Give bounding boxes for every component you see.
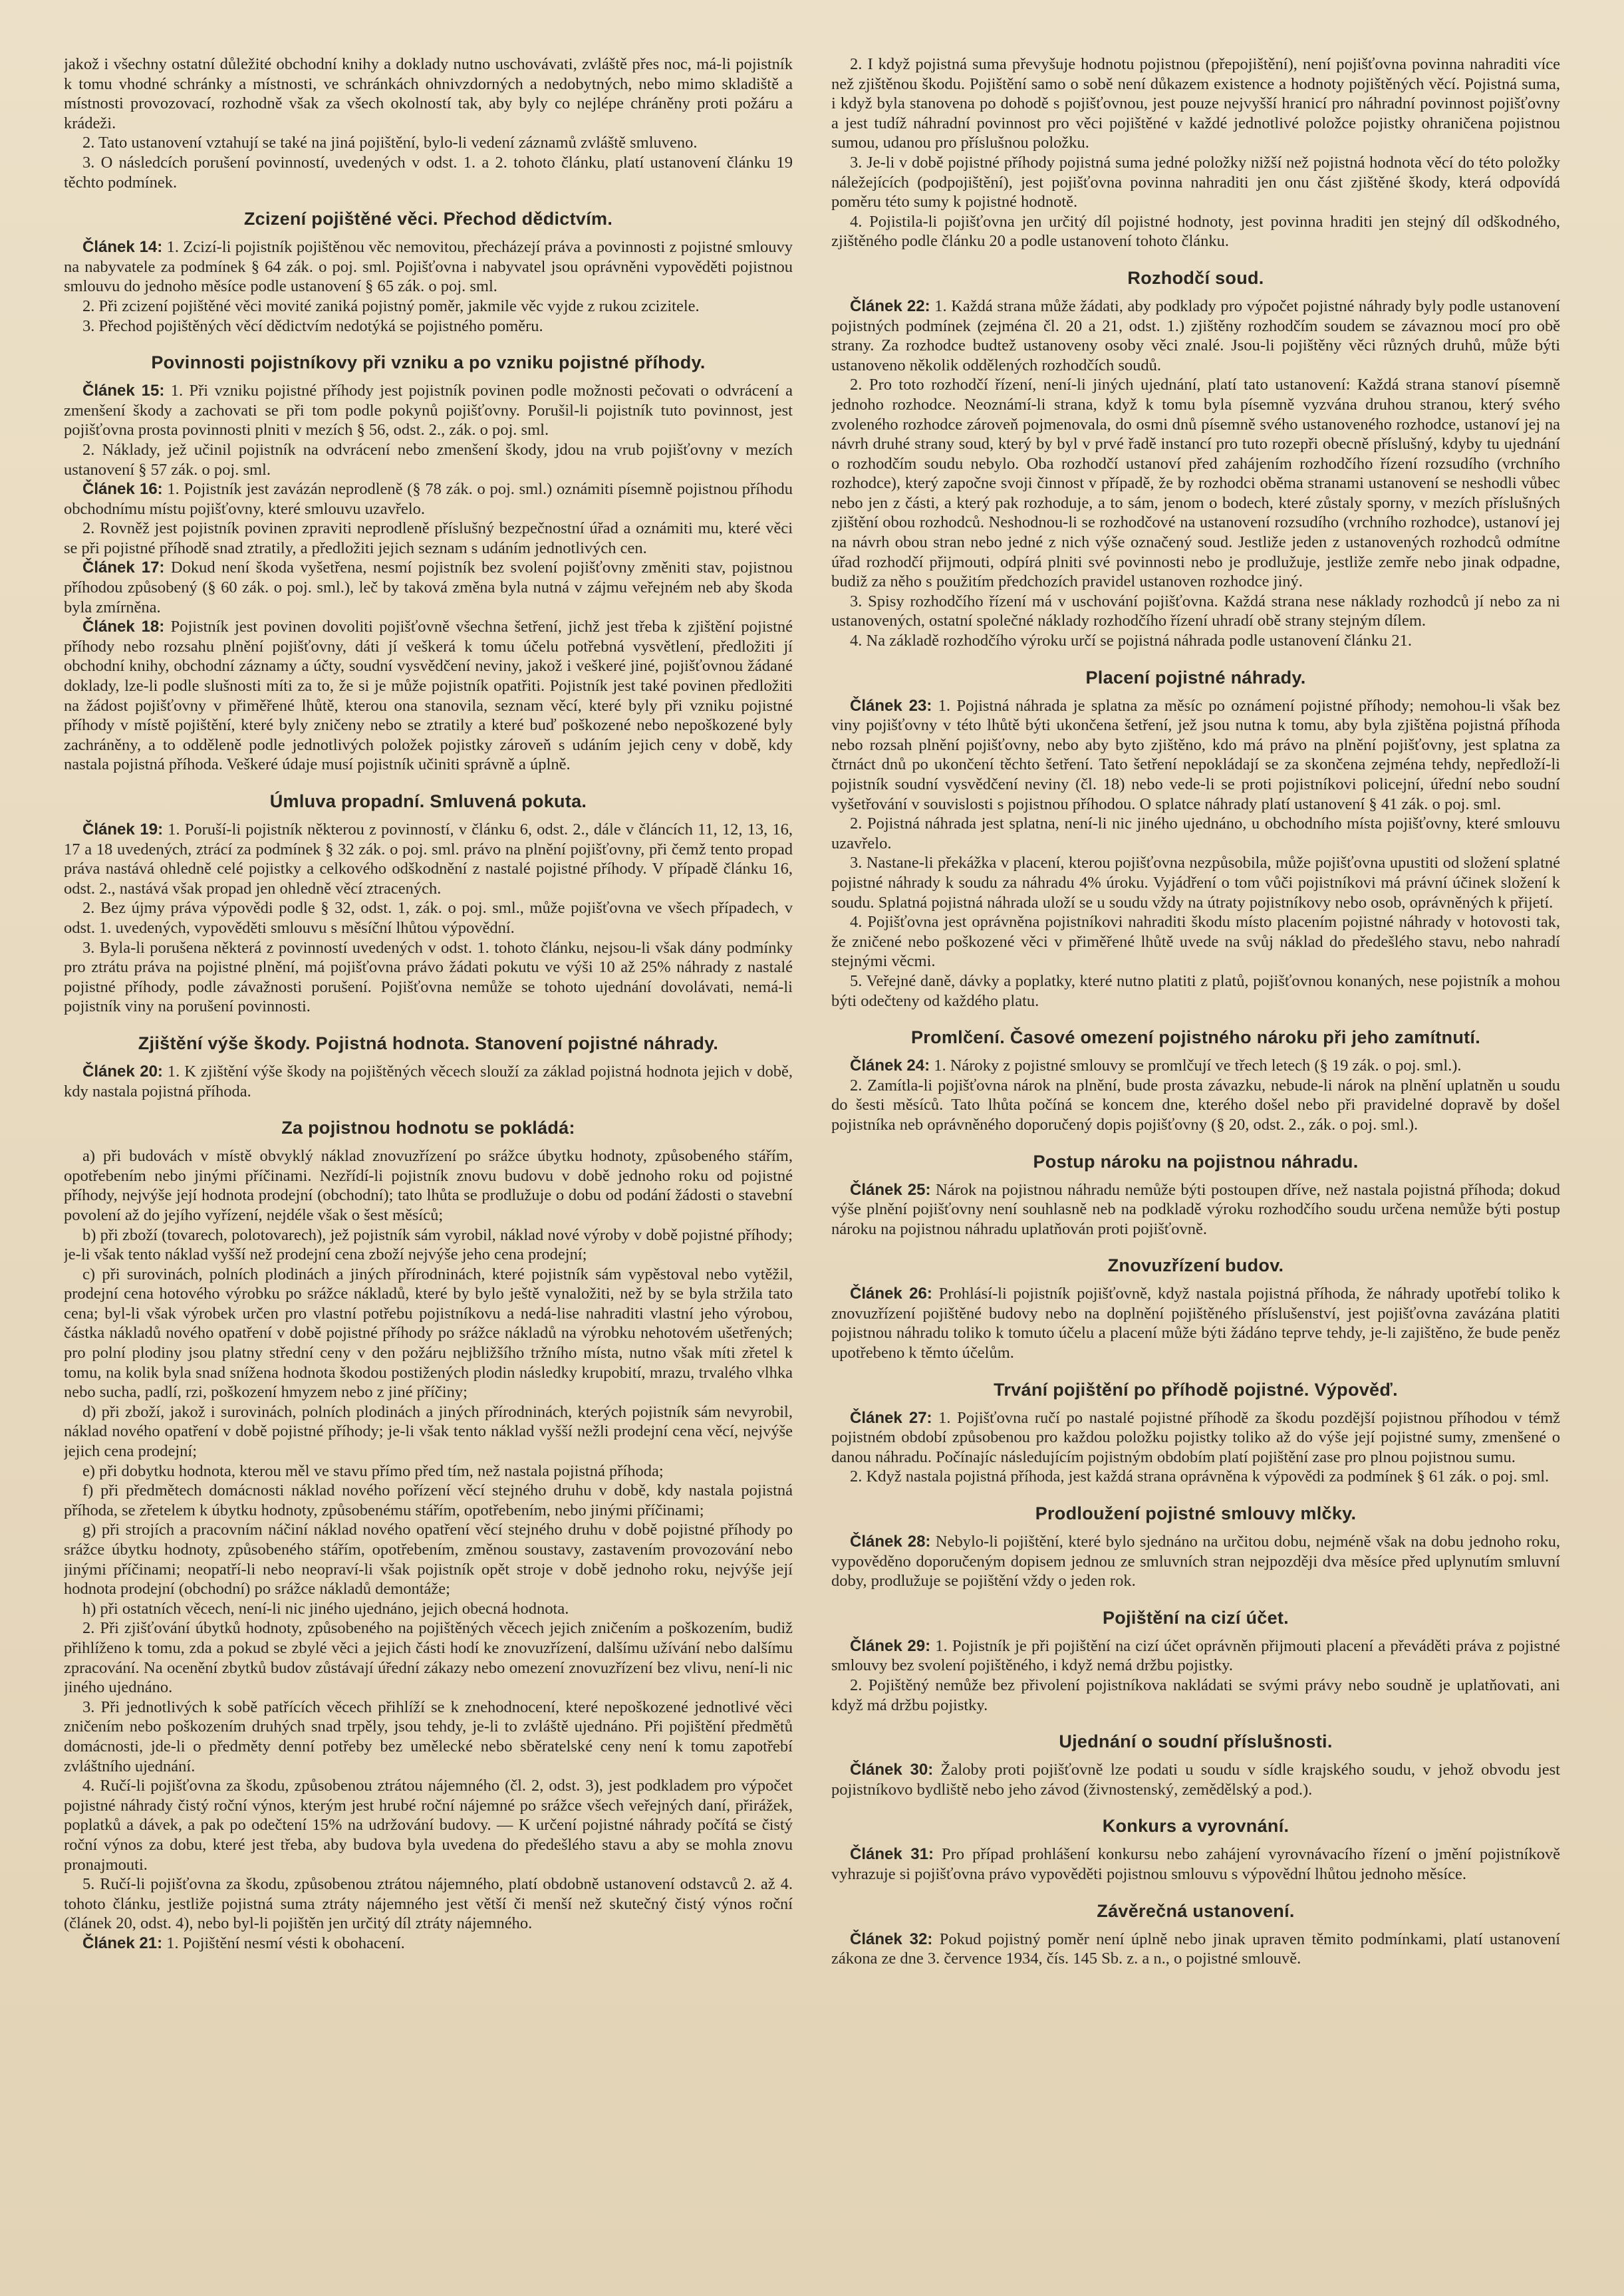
paragraph-text: 2. Pojištěný nemůže bez přivolení pojistníkova nakládati se svými právy nebo soudně je uplatňovati, ani když má držbu pojistky. [831, 1676, 1560, 1714]
paragraph [64, 1462, 793, 1481]
paragraph-text: h) při ostatních věcech, není-li nic jiného ujednáno, jejich obecná hodnota. [82, 1599, 569, 1618]
paragraph-text: 2. Pojistná náhrada jest splatna, není-li nic jiného ujednáno, u obchodního místa pojišťovny, které smlouvu uzavřelo. [831, 815, 1560, 852]
paragraph [64, 133, 793, 153]
paragraph [831, 55, 1560, 153]
paragraph [64, 1599, 793, 1619]
paragraph [831, 1467, 1560, 1487]
article-number: Článek 20: [82, 1062, 163, 1081]
paragraph [64, 153, 793, 192]
paragraph [831, 1676, 1560, 1715]
paragraph-text: 4. Ručí-li pojišťovna za škodu, způsobenou ztrátou nájemného (čl. 2, odst. 3), jest podkladem pro výpočet pojistné náhrady čistý roční výnos, kterým jest hrubé roční nájemné po srážce všech veřejných daní, přirážek, poplatků a dávek, a pak po odečtení 15% na udržování budovy. — K určení pojistné náhrady počítá se čistý roční výnos za dobu, které jest třeba, aby budova byla uvedena do předešlého stavu a aby se mohla znovu pronajmouti. [64, 1777, 793, 1874]
paragraph [64, 479, 793, 519]
paragraph-text: d) při zboží, jakož i surovinách, polních plodinách a jiných přírodninách, kterých pojistník sám nevyrobil, náklad nového opatření v době pojistné příhody; je-li však tento náklad vyšší nežli prodejní cena věcí, nejvýše jejich cena prodejní; [64, 1402, 793, 1461]
article-number: Článek 31: [850, 1845, 934, 1864]
paragraph [831, 1284, 1560, 1362]
paragraph [831, 153, 1560, 212]
section-heading-trvani-pojisteni-po-prihode-pojistne-vyp: Trvání pojištění po příhodě pojistné. Výpověď. [994, 1379, 1398, 1400]
paragraph-text: 1. Každá strana může žádati, aby podklady pro výpočet pojistné náhrady byly podle ustanovení pojistných podmínek (zejména čl. 20 a 21, odst. 1.) zjištěny rozhodčím soudem se závaznou mocí pro obě strany. Za rozhodce budtež ustanoveny osoby věci znalé. Jsou-li pojištěny věci různých druhů, může býti ustanoveno několik oddělených rozhodčích soudů. [831, 297, 1560, 374]
paragraph [64, 237, 793, 297]
article-number: Článek 21: [82, 1934, 163, 1952]
two-column-layout [64, 55, 1560, 2256]
paragraph-text: Nebylo-li pojištění, které bylo sjednáno na určitou dobu, nejméně však na dobu jednoho roku, vypověděno doporučeným dopisem jednou ze smluvních stran nejpozději dva měsíce před uplynutím smluvní doby, prodlužuje se pojištění vždy o jeden rok. [831, 1533, 1560, 1591]
paragraph [64, 317, 793, 336]
paragraph-text: 2. Tato ustanovení vztahují se také na jiná pojištění, bylo-li vedení záznamů zvláště smluveno. [82, 134, 698, 152]
section-heading-zcizeni-pojistene-veci-prechod-dedictvim: Zcizení pojištěné věci. Přechod dědictvím. [243, 209, 613, 229]
left-column [64, 55, 793, 2256]
paragraph-text: 4. Pojišťovna jest oprávněna pojistníkovi nahraditi škodu místo placením pojistné náhrady v hotovosti tak, že zničené nebo poškozené věci v přiměřené lhůtě uvede na svůj náklad do předešlého stavu, nebo nahradí stejnými věcmi. [831, 913, 1560, 971]
paragraph-text: Pro případ prohlášení konkursu nebo zahájení vyrovnávacího řízení o jmění pojistníkově vyhrazuje si pojišťovna právo vypověděti pojistnou smlouvu s výpovědní lhůtou jednoho měsíce. [831, 1845, 1560, 1883]
section-heading-ujednani-o-soudni-prislusnosti: Ujednání o soudní příslušnosti. [1059, 1731, 1333, 1752]
paragraph [831, 1532, 1560, 1591]
paragraph-text: 1. Poruší-li pojistník některou z povinností, v článku 6, odst. 2., dále v článcích 11, 12, 13, 16, 17 a 18 uvedených, ztrácí za podmínek § 32 zák. o poj. sml. právo na plnění pojišťovny, při čemž tento propad práva nastává ohledně celé pojistky a celkového odškodnění z nastalé pojistné příhody. V případě článku 16, odst. 2., nastává však propad jen ohledně věcí ztracených. [64, 821, 793, 898]
article-number: Článek 24: [850, 1057, 930, 1075]
article-number: Článek 17: [82, 559, 165, 577]
paragraph-text: 2. Náklady, jež učinil pojistník na odvrácení nebo zmenšení škody, jdou na vrub pojišťovny v mezích ustanovení § 57 zák. o poj. sml. [64, 440, 793, 479]
paragraph [831, 971, 1560, 1011]
paragraph-text: 3. Při jednotlivých k sobě patřících věcech přihlíží se k znehodnocení, které nepoškozené jednotlivé věci zničením nebo poškozením druhých snad trpěly, jsou tehdy, je-li to zvláště ujednáno. Při pojištění předmětů domácnosti, jde-li o předměty denní potřeby bez umělecké nebo sběratelské ceny není k tomu zapotřebí zvláštního ujednání. [64, 1698, 793, 1775]
section-heading-promlceni-casove-omezeni-pojistneho-naro: Promlčení. Časové omezení pojistného nároku při jeho zamítnutí. [910, 1027, 1481, 1048]
article-number: Článek 18: [82, 618, 165, 636]
paragraph [64, 1934, 793, 1954]
paragraph [64, 898, 793, 938]
paragraph-text: 1. K zjištění výše škody na pojištěných věcech slouží za základ pojistná hodnota jejich v době, kdy nastala pojistná příhoda. [64, 1062, 793, 1100]
paragraph [64, 1874, 793, 1934]
paragraph-text: c) při surovinách, polních plodinách a jiných přírodninách, které pojistník sám vypěstoval nebo vytěžil, prodejní cena hotového výrobku po srážce nákladů, které by bylo ještě vynaložiti, než by se byla stržila tato cena; byl-li však výrobek určen pro vlastní potřebu pojistníkovu a nedá-lise nahraditi vlastní jeho výrobou, částka nákladů nového opatření v době pojistné příhody po srážce nákladů na výrobku nehotovém ušetřených; pro polní plodiny jsou platny střední ceny v den požáru nejbližšího tržního místa, nutno však míti zřetel k tomu, na kolik byla snad snížena hodnota škodou postižených plodin následky krupobití, mrazu, trvalého vlhka nebo sucha, padlí, rzi, poškození hmyzem nebo z jiné příčiny; [64, 1265, 793, 1402]
section-heading-zjisteni-vyse-skody-pojistna-hodnota-sta: Zjištění výše škody. Pojistná hodnota. Stanovení pojistné náhrady. [138, 1033, 719, 1053]
paragraph-text: 1. Pojistník je při pojištění na cizí účet oprávněn přijmouti placení a převáděti práva z pojistné smlouvy bez svolení pojištěného, i když nemá držbu pojistky. [831, 1636, 1560, 1675]
paragraph [831, 592, 1560, 631]
paragraph [831, 853, 1560, 912]
paragraph [64, 1520, 793, 1598]
article-number: Článek 22: [850, 297, 930, 315]
article-number: Článek 27: [850, 1408, 932, 1427]
paragraph-text: Pokud pojistný poměr není úplně nebo jinak upraven těmito podmínkami, platí ustanovení zákona ze dne 3. července 1934, čís. 145 Sb. z. a n., o pojistné smlouvě. [831, 1930, 1560, 1968]
paragraph [831, 912, 1560, 971]
paragraph-text: a) při budovách v místě obvyklý náklad znovuzřízení po srážce úbytku hodnoty, způsobeného stářím, opotřebením nebo jinými příčinami. Nezřídí-li pojistník znovu budovu v době jednoho roku od pojistné příhody, nejvýše její hodnota prodejní (obchodní); tato lhůta se prodlužuje o dobu od podání žádosti o stavební povolení až do jejího vyřízení, nejdéle však o šest měsíců; [64, 1147, 793, 1224]
paragraph [64, 440, 793, 479]
section-heading-za-pojistnou-hodnotu-se-poklada: Za pojistnou hodnotu se pokládá: [281, 1118, 575, 1138]
paragraph [64, 1402, 793, 1462]
paragraph-text: 1. Pojistná náhrada je splatna za měsíc po oznámení pojistné příhody; nemohou-li však bez viny pojišťovny v této lhůtě býti ukončena šetření, jež jsou nutna k tomu, aby byla zjištěna pojistná příhoda nebo rozsah plnění pojišťovny, nebo aby byto zjištěno, kdo má právo na plnění pojišťovny, jest splatna za čtrnáct dnů po ukončení těchto šetření. Tato šetření nepokládají se za skončena zejména tehdy, nepředloží-li pojistník soudní vysvědčení neviny (čl. 18) nebo vede-li se proti pojistníkovi policejní, úřední nebo soudní vyšetřování v souvislosti s pojistnou příhodou. O splatce náhrady platí ustanovení § 41 zák. o poj. sml. [831, 696, 1560, 813]
paragraph-text: 4. Pojistila-li pojišťovna jen určitý díl pojistné hodnoty, jest povinna hraditi jen stejný díl odškodného, zjištěného podle článku 20 a podle ustanovení tohoto článku. [831, 212, 1560, 251]
paragraph [64, 1698, 793, 1776]
paragraph-text: Pojistník jest povinen dovoliti pojišťovně všechna šetření, jichž jest třeba k zjištění pojistné příhody nebo rozsahu plnění pojišťovny, dáti jí veškerá k tomu účelu potřebná vysvětlení, předložiti jí obchodní knihy, obchodní záznamy a účty, soudní vysvědčení neviny, jakož i veškeré jiné, pojišťovnou žádané doklady, lze-li podle slušnosti míti za to, že si je může pojistník opatřiti. Pojistník jest také povinen předložiti na žádost pojišťovny v přiměřené lhůtě, kterou ona stanovila, seznam věcí, které byly při vzniku pojistné příhody v místě pojištění, které byly zničeny nebo se ztratily a které buď poškozené nebo nepoškozené byly zachráněny, a to odděleně podle jednotlivých položek pojistky zároveň s udáním jejich ceny v době, kdy nastala pojistná příhoda. Veškeré údaje musí pojistník učiniti správně a úplně. [64, 618, 793, 774]
paragraph-text: 1. Pojištění nesmí vésti k obohacení. [162, 1934, 405, 1952]
paragraph [831, 212, 1560, 251]
paragraph [831, 631, 1560, 651]
paragraph [831, 1056, 1560, 1076]
article-number: Článek 26: [850, 1285, 932, 1303]
section-heading-konkurs-a-vyrovnani: Konkurs a vyrovnání. [1102, 1816, 1289, 1837]
paragraph [64, 297, 793, 317]
paragraph [831, 1930, 1560, 1969]
paragraph [64, 55, 793, 133]
paragraph [831, 1760, 1560, 1799]
paragraph-text: 3. Je-li v době pojistné příhody pojistná suma jedné položky nižší než pojistná hodnota věcí do této položky náležejících (podpojištění), jest pojišťovna povinna nahraditi jen onu část zjištěné škody, která odpovídá poměru této sumy k pojistné hodnotě. [831, 153, 1560, 211]
article-number: Článek 32: [850, 1930, 933, 1948]
paragraph-text: 2. Zamítla-li pojišťovna nárok na plnění, bude prosta závazku, nebude-li nárok na plnění uplatněn u soudu do šesti měsíců. Tato lhůta počíná se koncem dne, kterého došel nebo při pravidelné dopravě by došel pojistníka neb oprávněného doporučený dopis pojišťovny (§ 20, odst. 2., zák. o poj. sml.). [831, 1076, 1560, 1134]
paragraph-text: Dokud není škoda vyšetřena, nesmí pojistník bez svolení pojišťovny změniti stav, pojistnou příhodou způsobený (§ 60 zák. o poj. sml.), leč by taková změna byla nutná v zájmu veřejném neb aby škoda byla zmírněna. [64, 559, 793, 616]
paragraph-text: 1. Nároky z pojistné smlouvy se promlčují ve třech letech (§ 19 zák. o poj. sml.). [930, 1057, 1462, 1075]
paragraph [831, 1845, 1560, 1884]
paragraph [831, 1180, 1560, 1239]
paragraph-text: 2. Bez újmy práva výpovědi podle § 32, odst. 1, zák. o poj. sml., může pojišťovna ve všech případech, v odst. 1. uvedených, vypověděti smlouvu s měsíční lhůtou výpovědní. [64, 899, 793, 937]
article-number: Článek 19: [82, 821, 164, 838]
paragraph [64, 381, 793, 440]
section-heading-zaverecna-ustanoveni: Závěrečná ustanovení. [1097, 1900, 1295, 1921]
paragraph [831, 1408, 1560, 1467]
section-heading-rozhodci-soud: Rozhodčí soud. [1127, 267, 1264, 288]
article-number: Článek 30: [850, 1761, 934, 1779]
section-heading-placeni-pojistne-nahrady: Placení pojistné náhrady. [1085, 667, 1306, 688]
paragraph-text: 3. Nastane-li překážka v placení, kterou pojišťovna nezpůsobila, může pojišťovna upustiti od složení splatné pojistné náhrady k soudu za náhradu 4% úroku. Vyjádření o tom vůči pojistníkovi má právní účinek složení k soudu. Splatná pojistná náhrada uloží se u soudu vždy na útraty pojistníkovy nebo osob, oprávněných k přijetí. [831, 854, 1560, 912]
right-column [831, 55, 1560, 2256]
paragraph [831, 1076, 1560, 1135]
section-heading-povinnosti-pojistnikovy-pri-vzniku-a-po-: Povinnosti pojistníkovy při vzniku a po vzniku pojistné příhody. [151, 352, 706, 373]
paragraph-text: 2. I když pojistná suma převyšuje hodnotu pojistnou (přepojištění), není pojišťovna povinna nahraditi více než zjištěnou škodu. Pojištění samo o sobě není důkazem existence a hodnoty pojištěných věcí. Pojistná suma, i když byla stanovena po dohodě s pojišťovnou, jest pouze nejvyšší hranicí pro náhradní povinnost pojišťovny a jest tudíž náhradní povinnost pro věci pojištěné v každé jednotlivé položce pojistky ohraničena pojistnou sumou, udanou pro příslušnou položku. [831, 55, 1560, 152]
paragraph-text: 4. Na základě rozhodčího výroku určí se pojistná náhrada podle ustanovení článku 21. [850, 632, 1412, 650]
section-heading-znovuzrizeni-budov: Znovuzřízení budov. [1107, 1255, 1284, 1276]
article-number: Článek 28: [850, 1533, 931, 1551]
paragraph-text: 1. Při vzniku pojistné příhody jest pojistník povinen podle možnosti pečovati o odvrácení a zmenšení škody a zachovati se při tom podle pokynů pojišťovny. Porušil-li pojistník tuto povinnost, jest pojišťovna prosta povinnosti plniti v mezích § 56, odst. 2., zák. o poj. sml. [64, 382, 793, 440]
paragraph [64, 1618, 793, 1697]
paragraph [64, 1062, 793, 1101]
paragraph-text: g) při strojích a pracovním náčiní náklad nového opatření věcí stejného druhu v době pojistné příhody po srážce úbytku hodnoty, způsobeného stářím, opotřebením, změnou soustavy, zastavením provozování nebo jinými příčinami; neopatří-li nebo neopraví-li však pojistník opět stroje v době jednoho roku, nejvýše její hodnota prodejní (obchodní) po srážce nákladů demontáže; [64, 1521, 793, 1598]
paragraph [831, 297, 1560, 375]
article-number: Článek 25: [850, 1180, 931, 1199]
paragraph [831, 814, 1560, 853]
paragraph [831, 1636, 1560, 1676]
paragraph [831, 375, 1560, 592]
section-heading-prodlouzeni-pojistne-smlouvy-mlcky: Prodloužení pojistné smlouvy mlčky. [1035, 1503, 1357, 1524]
paragraph-text: 1. Pojišťovna ručí po nastalé pojistné příhodě za škodu pozdější pojistnou příhodou v témž pojistném období způsobenou pro každou položku pojistky toliko až do výše její pojistné sumy, zmenšené o danou náhradu. Počínajíc následujícím pojistným obdobím platí pojištění zase pro plnou pojistnou sumu. [831, 1408, 1560, 1466]
article-number: Článek 15: [82, 382, 165, 400]
paragraph-text: Žaloby proti pojišťovně lze podati u soudu v sídle krajského soudu, v jehož obvodu jest pojistníkovo bydliště nebo jeho závod (živnostenský, zemědělský a pod.). [831, 1761, 1560, 1799]
paragraph-text: Nárok na pojistnou náhradu nemůže býti postoupen dříve, než nastala pojistná příhoda; dokud výše plnění pojišťovny není souhlasně neb na podkladě výroku rozhodčího soudu určena nemůže býti postup nároku na pojistnou náhradu uplatňován proti pojišťovně. [831, 1180, 1560, 1238]
paragraph-text: 5. Ručí-li pojišťovna za škodu, způsobenou ztrátou nájemného, platí obdobně ustanovení odstavců 2. až 4. tohoto článku, jestliže pojistná suma ztráty nájemného jest větší či menší než skutečný čistý výnos roční (článek 20, odst. 4), nebo byl-li pojištěn jen určitý díl ztráty nájemného. [64, 1875, 793, 1933]
paragraph [64, 820, 793, 898]
paragraph-text: 2. Pro toto rozhodčí řízení, není-li jiných ujednání, platí tato ustanovení: Každá strana stanoví písemně jednoho rozhodce. Neoznámí-li strana, když k tomu byla písemně vyzvána druhou stranou, který svého zvoleného rozhodce zároveň pojmenovala, do osmi dnů písemně svého ustanoveného rozhodce, ustanoví jej na návrh druhé strany soud, který by byl v prvé řadě instancí pro tuto rozepři obecně příslušný, kdyby tu ujednání o rozhodčím soudu nebylo. Oba rozhodčí ustanoví před zahájením rozhodčího řízení rozsudího (vrchního rozhodce), který započne svoji činnost v případě, že by rozhodci oběma stranami ustanovení se neshodli vůbec nebo jen z části, a který pak rozhoduje, a to sám, jenom o bodech, které zůstaly sporny, v mezích příslušných zjištění obou rozhodců. Neshodnou-li se rozhodčové na ustanovení rozsudího (vrchního rozhodce), ustanoví jej na návrh obou stran nebo jedné z nich výše označený soud. Jestliže jeden z ustanovených rozhodců odmítne úřad rozhodčí přijmouti, odpírá plniti své povinnosti nebo je prodlužuje, jestliže zemře nebo jinak odpadne, budiž za něho s použitím předchozích pravidel ustanoven rozhodce jiný. [831, 376, 1560, 591]
paragraph-text: 2. Při zjišťování úbytků hodnoty, způsobeného na pojištěných věcech jejich zničením a poškozením, budiž přihlíženo k tomu, zda a pokud se zbylé věci a jejich části hodí ke znovuzřízení, dalšímu užívání nebo dalšímu zpracování. Na ocenění zbytků budov zůstávají úřední zákazy nebo omezení znovuzřízení bez vlivu, není-li nic jiného ujednáno. [64, 1619, 793, 1697]
paragraph [64, 558, 793, 617]
paragraph [831, 696, 1560, 815]
article-number: Článek 16: [82, 480, 163, 499]
paragraph [64, 519, 793, 558]
section-heading-pojisteni-na-cizi-ucet: Pojištění na cizí účet. [1103, 1607, 1289, 1628]
paragraph-text: 5. Veřejné daně, dávky a poplatky, které nutno platiti z platů, pojišťovnou konaných, nese pojistník a mohou býti odečteny od každého platu. [831, 971, 1560, 1010]
paragraph-text: 1. Zcizí-li pojistník pojištěnou věc nemovitou, přecházejí práva a povinnosti z pojistné smlouvy na nabyvatele za podmínek § 64 zák. o poj. sml. Pojišťovna i nabyvatel jsou oprávněni vypověděti pojistnou smlouvu do jednoho měsíce podle ustanovení § 65 zák. o poj. sml. [64, 238, 793, 296]
article-number: Článek 23: [850, 696, 932, 715]
section-heading-postup-naroku-na-pojistnou-nahradu: Postup nároku na pojistnou náhradu. [1033, 1151, 1359, 1172]
paragraph-text: 3. Byla-li porušena některá z povinností uvedených v odst. 1. tohoto článku, nejsou-li však dány podmínky pro ztrátu práva na pojistné plnění, má pojišťovna právo žádati pokutu ve výši 10 až 25% náhrady z nastalé pojistné příhody, podle závažnosti porušení. Pojišťovna nemůže se tohoto ujednání dovolávati, nemá-li pojistník viny na porušení povinnosti. [64, 938, 793, 1016]
paragraph [64, 1776, 793, 1874]
paragraph-text: 3. Přechod pojištěných věcí dědictvím nedotýká se pojistného poměru. [82, 317, 543, 335]
paragraph-text: 2. Při zcizení pojištěné věci movité zaniká pojistný poměr, jakmile věc vyjde z rukou zcizitele. [82, 297, 700, 315]
paragraph-text: f) při předmětech domácnosti náklad nového pořízení věcí stejného druhu v době, kdy nastala pojistná příhoda, se zřetelem k úbytku hodnoty, způsobenému stářím, opotřebením, nebo jinými příčinami; [64, 1481, 793, 1519]
paragraph [64, 1265, 793, 1402]
section-heading-umluva-propadni-smluvena-pokuta: Úmluva propadní. Smluvená pokuta. [269, 791, 587, 811]
paragraph-text: b) při zboží (tovarech, polotovarech), jež pojistník sám vyrobil, náklad nové výroby v době pojistné příhody; je-li však tento náklad vyšší než prodejní cena zboží nejvýše jeho cena prodejní; [64, 1225, 793, 1264]
paragraph [64, 938, 793, 1017]
paragraph [64, 1225, 793, 1265]
paragraph-text: 1. Pojistník jest zavázán neprodleně (§ 78 zák. o poj. sml.) oznámiti písemně pojistnou příhodu obchodnímu místu pojišťovny, které smlouvu uzavřelo. [64, 480, 793, 518]
paragraph-text: e) při dobytku hodnota, kterou měl ve stavu přímo před tím, než nastala pojistná příhoda; [82, 1462, 664, 1480]
article-number: Článek 14: [82, 238, 163, 257]
paragraph-text: Prohlásí-li pojistník pojišťovně, když nastala pojistná příhoda, že náhrady upotřebí toliko k znovuzřízení pojištěné budovy nebo na doplnění pojištěného příslušenství, jest pojišťovna zavázána platiti pojistnou náhradu toliko k tomuto účelu a placení může býti žádáno teprve tehdy, je-li zajištěno, že bude peněz upotřebeno k těmto účelům. [831, 1285, 1560, 1362]
paragraph-text: jakož i všechny ostatní důležité obchodní knihy a doklady nutno uschovávati, zvláště přes noc, má-li pojistník k tomu vhodné schránky a místnosti, ve schránkách ohnivzdorných a nedobytných, nebo mimo skladiště a místnosti provozovací, rozhodně však za všech okolností tak, aby byly co nejlépe chráněny proti požáru a krádeži. [64, 55, 793, 132]
paragraph-text: 3. Spisy rozhodčího řízení má v uschování pojišťovna. Každá strana nese náklady rozhodců jí nebo za ni ustanovených, ostatní společné náklady rozhodčího řízení uhradí obě strany stejným dílem. [831, 592, 1560, 630]
article-number: Článek 29: [850, 1636, 931, 1655]
paragraph [64, 617, 793, 775]
paragraph [64, 1481, 793, 1520]
paragraph-text: 3. O následcích porušení povinností, uvedených v odst. 1. a 2. tohoto článku, platí ustanovení článku 19 těchto podmínek. [64, 153, 793, 191]
paragraph-text: 2. Když nastala pojistná příhoda, jest každá strana oprávněna k výpovědi za podmínek § 61 zák. o poj. sml. [850, 1467, 1550, 1486]
paragraph [64, 1146, 793, 1225]
paragraph-text: 2. Rovněž jest pojistník povinen zpraviti neprodleně příslušný bezpečnostní úřad a oznámiti mu, které věci se při pojistné příhodě snad ztratily, a předložiti jejich seznam s udáním jednotlivých cen. [64, 519, 793, 557]
